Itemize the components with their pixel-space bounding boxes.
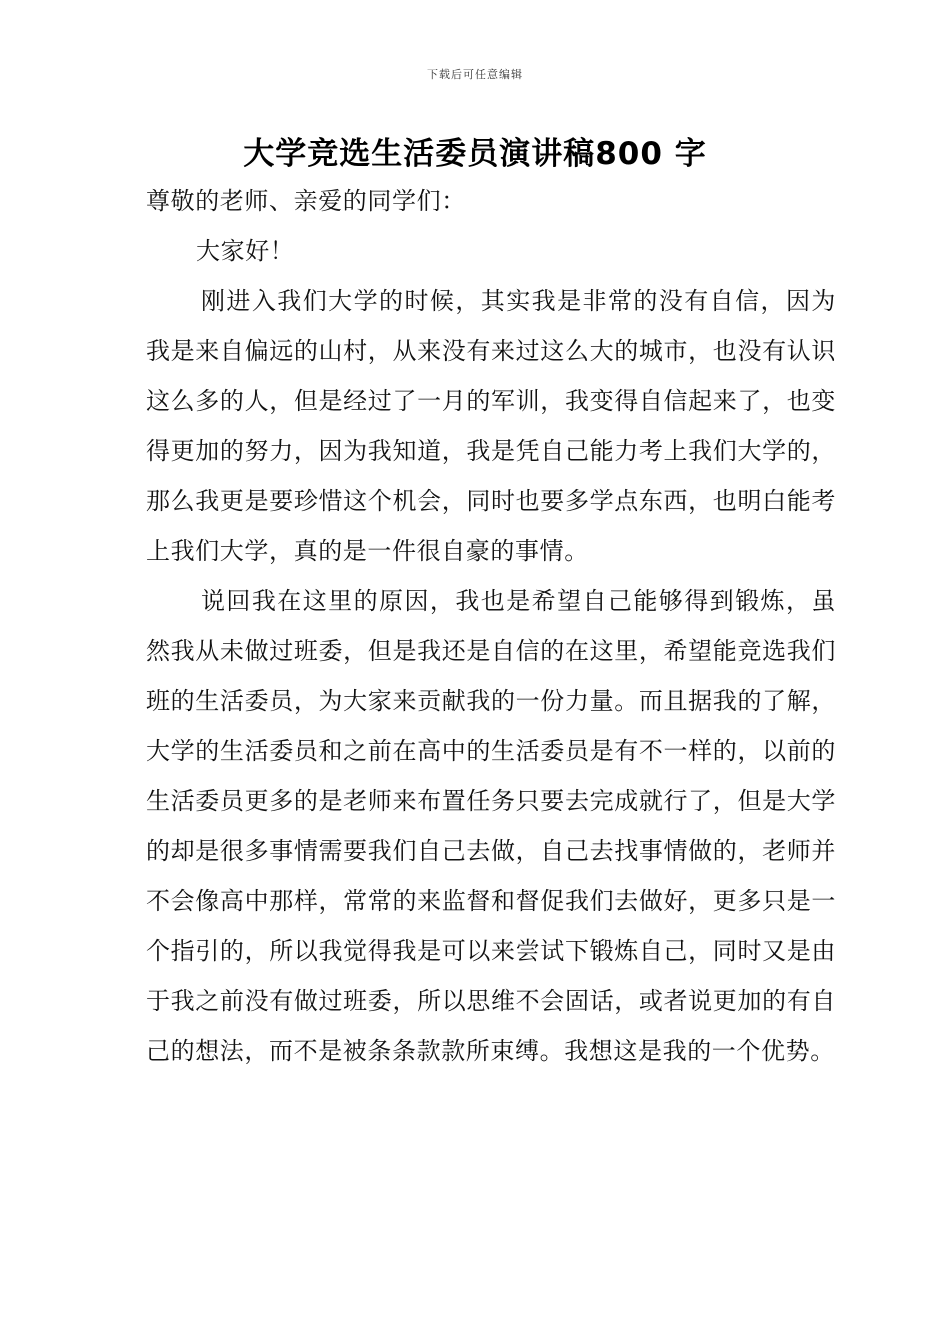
salutation: 尊敬的老师、亲爱的同学们： bbox=[146, 187, 466, 215]
document-body bbox=[146, 176, 836, 1076]
paragraph-2: 说回我在这里的原因，我也是希望自己能够得到锻炼，虽然我从未做过班委，但是我还是自信的在这里，希望能竞选我们班的生活委员，为大家来贡献我的一份力量。而且据我的了解，大学的生活委员和之前在高中的生活委员是有不一样的，以前的生活委员更多的是老师来布置任务只要去完成就行了，但是大学的却是很多事情需要我们自己去做，自己去找事情做的，老师并不会像高中那样，常常的来监督和督促我们去做好，更多只是一个指引的，所以我觉得我是可以来尝试下锻炼自己，同时又是由于我之前没有做过班委，所以思维不会固话，或者说更加的有自己的想法，而不是被条条款款所束缚。我想这是我的一个优势。 bbox=[146, 587, 836, 1065]
header-note: 下载后可任意编辑 bbox=[427, 68, 523, 81]
paragraph-1: 刚进入我们大学的时候，其实我是非常的没有自信，因为我是来自偏远的山村，从来没有来过这么大的城市，也没有认识这么多的人，但是经过了一月的军训，我变得自信起来了，也变得更加的努力，因为我知道，我是凭自己能力考上我们大学的，那么我更是要珍惜这个机会，同时也要多学点东西，也明白能考上我们大学，真的是一件很自豪的事情。 bbox=[146, 287, 836, 565]
greeting: 大家好！ bbox=[196, 237, 295, 265]
document-title: 大学竞选生活委员演讲稿800 字 bbox=[243, 136, 707, 172]
